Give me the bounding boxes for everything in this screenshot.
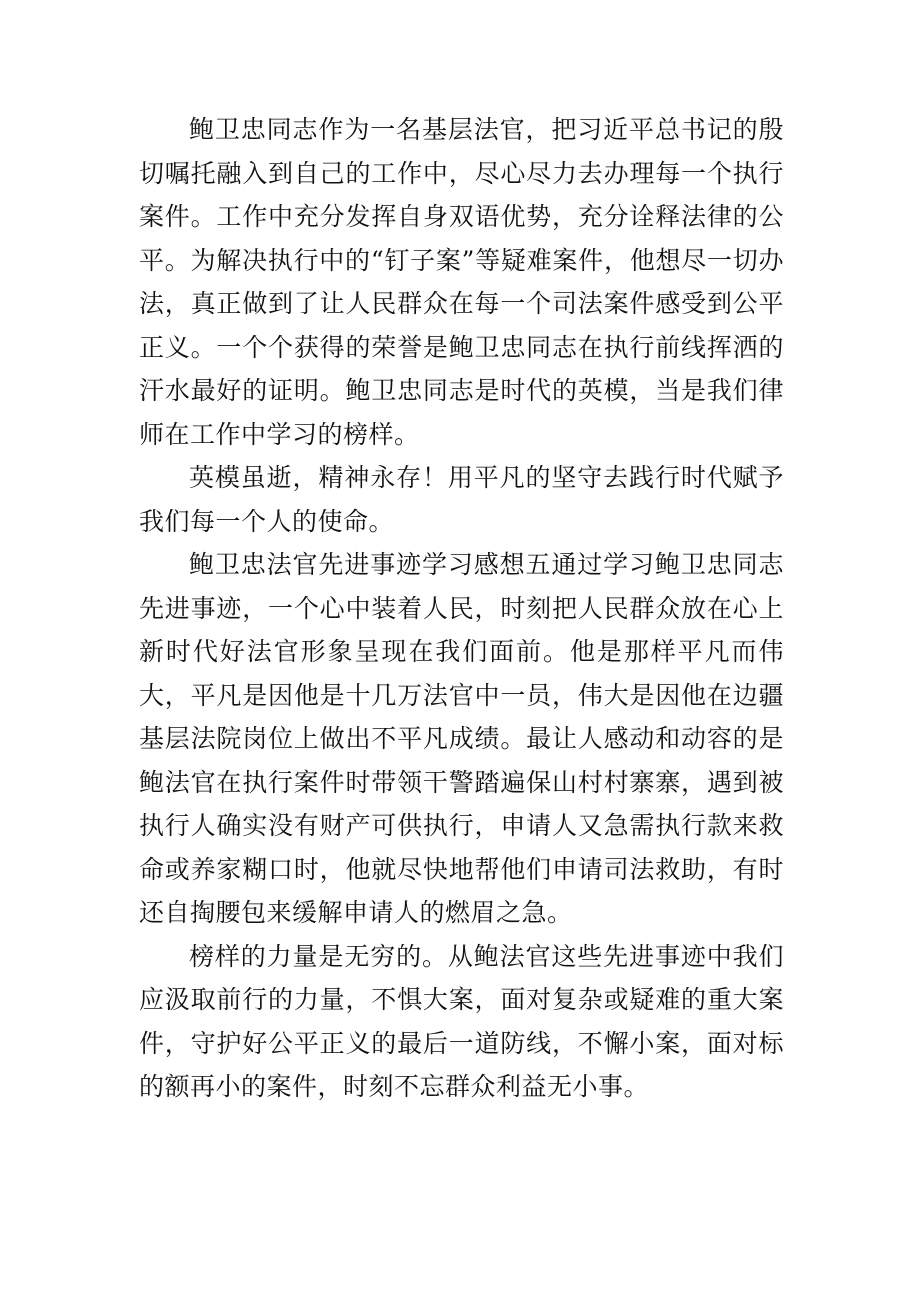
paragraph-2: 英模虽逝，精神永存！用平凡的坚守去践行时代赋予我们每一个人的使命。 — [139, 463, 784, 536]
paragraph-3: 鲍卫忠法官先进事迹学习感想五通过学习鲍卫忠同志先进事迹，一个心中装着人民，时刻把人民群众放在心上新时代好法官形象呈现在我们面前。他是那样平凡而伟大，平凡是因他是十几万法官中一员，伟大是因他在边疆基层法院岗位上做出不平凡成绩。最让人感动和动容的是鲍法官在执行案件时带领干警踏遍保山村村寨寨，遇到被执行人确实没有财产可供执行，申请人又急需执行款来救命或养家糊口时，他就尽快地帮他们申请司法救助，有时还自掏腰包来缓解申请人的燃眉之急。 — [139, 550, 784, 927]
paragraph-4: 榜样的力量是无穷的。从鲍法官这些先进事迹中我们应汲取前行的力量，不惧大案，面对复杂或疑难的重大案件，守护好公平正义的最后一道防线，不懈小案，面对标的额再小的案件，时刻不忘群众利益无小事。 — [139, 941, 784, 1101]
document-body — [139, 108, 784, 1109]
paragraph-1: 鲍卫忠同志作为一名基层法官，把习近平总书记的殷切嘱托融入到自己的工作中，尽心尽力去办理每一个执行案件。工作中充分发挥自身双语优势，充分诠释法律的公平。为解决执行中的“钉子案”等疑难案件，他想尽一切办法，真正做到了让人民群众在每一个司法案件感受到公平正义。一个个获得的荣誉是鲍卫忠同志在执行前线挥洒的汗水最好的证明。鲍卫忠同志是时代的英模，当是我们律师在工作中学习的榜样。 — [139, 115, 784, 449]
